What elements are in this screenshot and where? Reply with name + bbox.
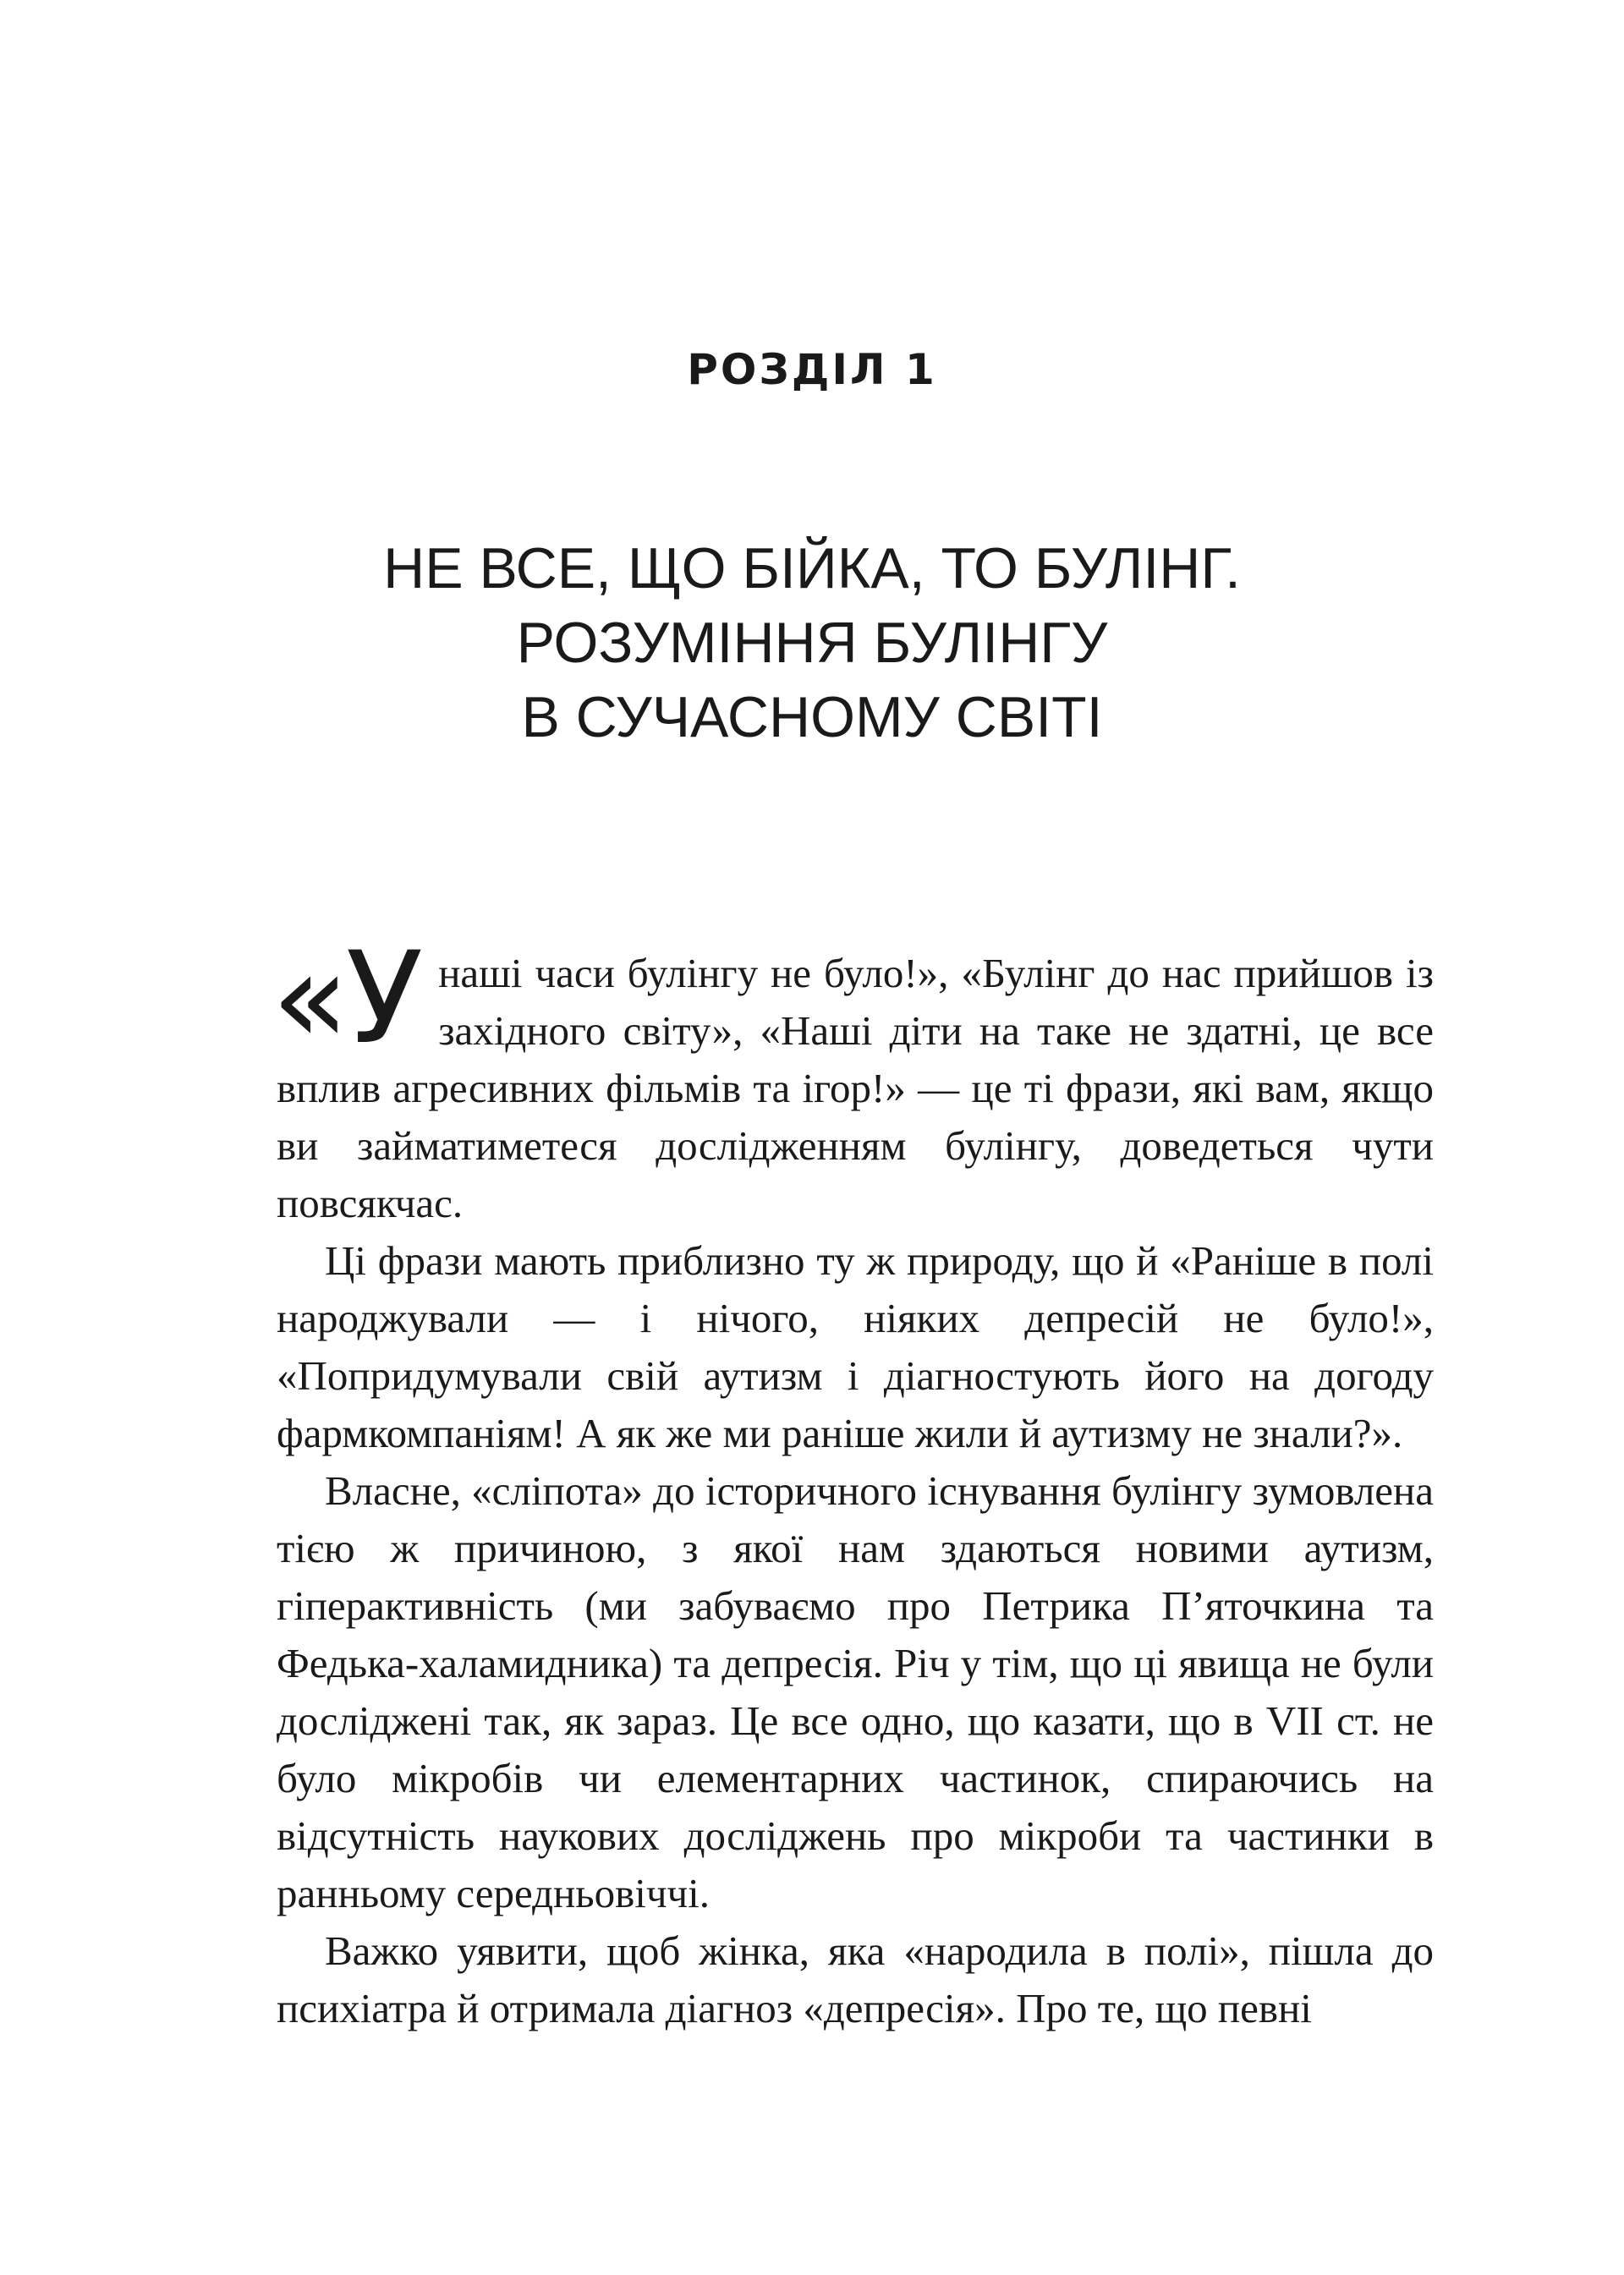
paragraph: Власне, «сліпота» до історичного існування булінгу зумовлена тією ж причиною, з якої нам здаються новими аутизм, гіперактивність (ми забуваємо про Петрика П’яточкина та Федька-халамидника) та депресія. Річ у тім, що ці явища не були досліджені так, як зараз. Це все одно, що казати, що в VII ст. не було мікробів чи елементарних частинок, спираючись на відсутність наукових досліджень про мікроби та частинки в ранньому середньовіччі. — [277, 1467, 1434, 1916]
paragraph-text: наші часи булінгу не було!», «Булінг до нас прийшов із західного світу», «Наші діти на таке не здатні, це все вплив агресивних фільмів та ігор!» — це ті фрази, які вам, якщо ви займатиметеся дослідженням булінгу, доведеться чути повсякчас. — [277, 950, 1434, 1226]
drop-cap: «У — [272, 925, 420, 1072]
body-text — [272, 925, 1434, 2037]
chapter-label: РОЗДІЛ 1 — [687, 345, 937, 394]
chapter-title-line: В СУЧАСНОМУ СВІТІ — [521, 685, 1103, 749]
paragraph — [272, 925, 1434, 1232]
chapter-title-line: НЕ ВСЕ, ЩО БІЙКА, ТО БУЛІНГ. — [383, 536, 1241, 600]
paragraph: Ці фрази мають приблизно ту ж природу, що й «Раніше в полі народжували — і нічого, ніяких депресій не було!», «Попридумували свій аутизм і діагностують його на догоду фармкомпаніям! А як же ми раніше жили й аутизму не знали?». — [277, 1237, 1434, 1456]
chapter-title — [0, 531, 1624, 754]
paragraph: Важко уявити, щоб жінка, яка «народила в полі», пішла до психіатра й отримала діагноз «депресія». Про те, що певні — [277, 1927, 1434, 2031]
chapter-title-line: РОЗУМІННЯ БУЛІНГУ — [516, 611, 1108, 675]
